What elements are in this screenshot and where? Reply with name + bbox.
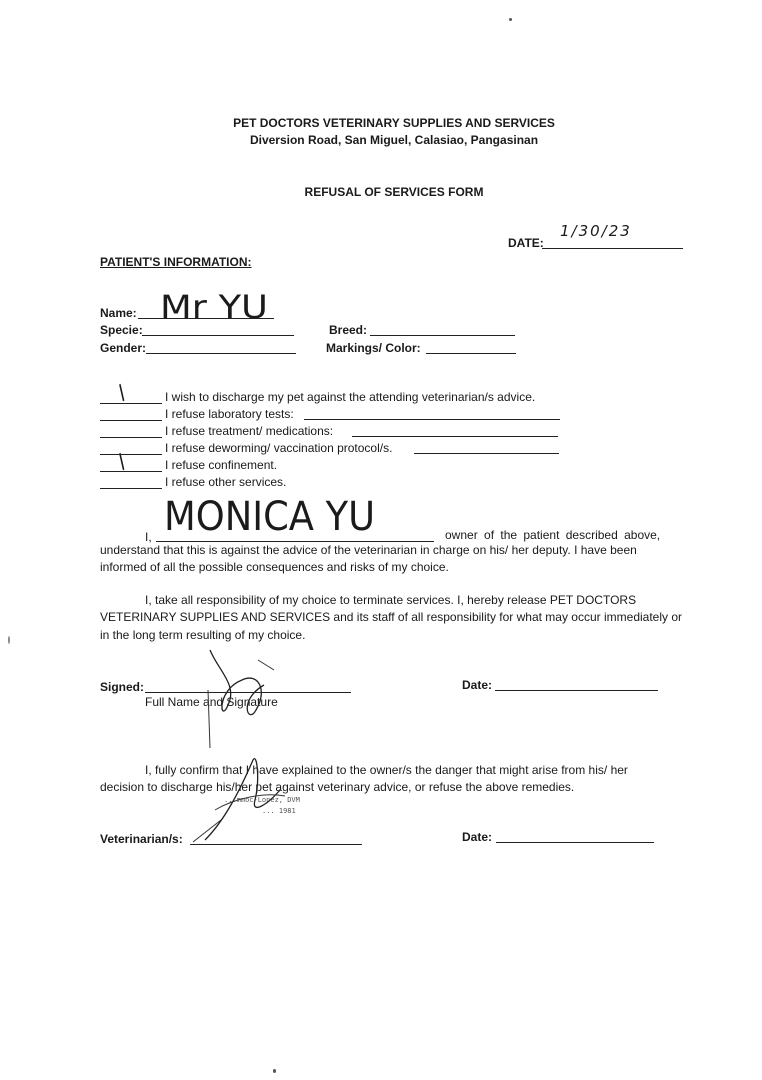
vet-label: Veterinarian/s: [100, 832, 183, 846]
option-blank[interactable] [100, 454, 162, 455]
specie-line [142, 335, 294, 336]
date-handwritten: 1/30/23 [560, 222, 632, 240]
scan-speck [8, 636, 10, 644]
specie-label: Specie: [100, 323, 143, 337]
option-text: I refuse laboratory tests: [165, 407, 294, 421]
signed-sublabel: Full Name and Signature [145, 695, 278, 709]
scan-speck [273, 1069, 276, 1073]
option-text: I refuse other services. [165, 475, 287, 489]
breed-line [370, 335, 515, 336]
patient-name-handwritten: Mr YU [160, 288, 268, 326]
name-label: Name: [100, 306, 137, 320]
option-blank[interactable] [100, 488, 162, 489]
option-fill-line[interactable] [304, 419, 560, 420]
vet-signature-scribble [185, 750, 295, 850]
option-text: I wish to discharge my pet against the attending veterinarian/s advice. [165, 390, 536, 404]
vet-line[interactable] [190, 844, 362, 845]
owner-signature-scribble [198, 630, 288, 750]
option-blank[interactable] [100, 420, 162, 421]
form-title: REFUSAL OF SERVICES FORM [304, 185, 484, 199]
option-blank[interactable] [100, 471, 162, 472]
confirm-line1: I, fully confirm that I have explained to the owner/s the danger that might arise from his/ her [145, 763, 628, 777]
option-fill-line[interactable] [352, 436, 558, 437]
signed-label: Signed: [100, 680, 144, 694]
gender-line [146, 353, 296, 354]
option-text: I refuse treatment/ medications: [165, 424, 334, 438]
gender-label: Gender: [100, 341, 147, 355]
date-line [542, 248, 683, 249]
release-line1: I, take all responsibility of my choice to terminate services. I, hereby release PET DOCTORS [145, 593, 637, 607]
option-text: I refuse deworming/ vaccination protocol/s. [165, 441, 393, 455]
vet-date-label: Date: [462, 830, 493, 844]
option-text: I refuse confinement. [165, 458, 278, 472]
option-blank[interactable] [100, 403, 162, 404]
check-mark-icon: / [112, 448, 131, 474]
option-fill-line[interactable] [414, 453, 559, 454]
patient-section-title: PATIENT'S INFORMATION: [100, 255, 252, 269]
owner-name-handwritten: MONICA YU [164, 494, 376, 540]
signed-date-label: Date: [462, 678, 493, 692]
business-name: PET DOCTORS VETERINARY SUPPLIES AND SERVICES [233, 116, 555, 130]
confirm-line2: decision to discharge his/her pet against veterinary advice, or refuse the above remedies. [100, 780, 575, 794]
scan-speck [509, 18, 512, 21]
date-label: DATE: [508, 236, 544, 250]
owner-prefix: I, [145, 530, 152, 544]
business-address: Diversion Road, San Miguel, Calasiao, Pangasinan [249, 133, 539, 147]
option-blank[interactable] [100, 437, 162, 438]
release-line3: in the long term resulting of my choice. [100, 628, 306, 642]
owner-line2: understand that this is against the advice of the veterinarian in charge on his/ her deputy. I have been [100, 543, 637, 557]
vet-stamp-line2: ... 1981 [262, 807, 296, 815]
breed-label: Breed: [329, 323, 368, 337]
owner-line1-suffix: owner of the patient described above, [445, 528, 661, 542]
owner-line3: informed of all the possible consequences and risks of my choice. [100, 560, 449, 574]
markings-line [426, 353, 516, 354]
check-mark-icon: / [112, 379, 131, 405]
vet-date-line[interactable] [496, 842, 654, 843]
signed-date-line[interactable] [495, 690, 658, 691]
vet-stamp-line1: ...mmoc-Lopez, DVM [224, 796, 300, 804]
release-line2: VETERINARY SUPPLIES AND SERVICES and its staff of all responsibility for what may occur immediately or [100, 610, 683, 624]
markings-label: Markings/ Color: [326, 341, 421, 355]
